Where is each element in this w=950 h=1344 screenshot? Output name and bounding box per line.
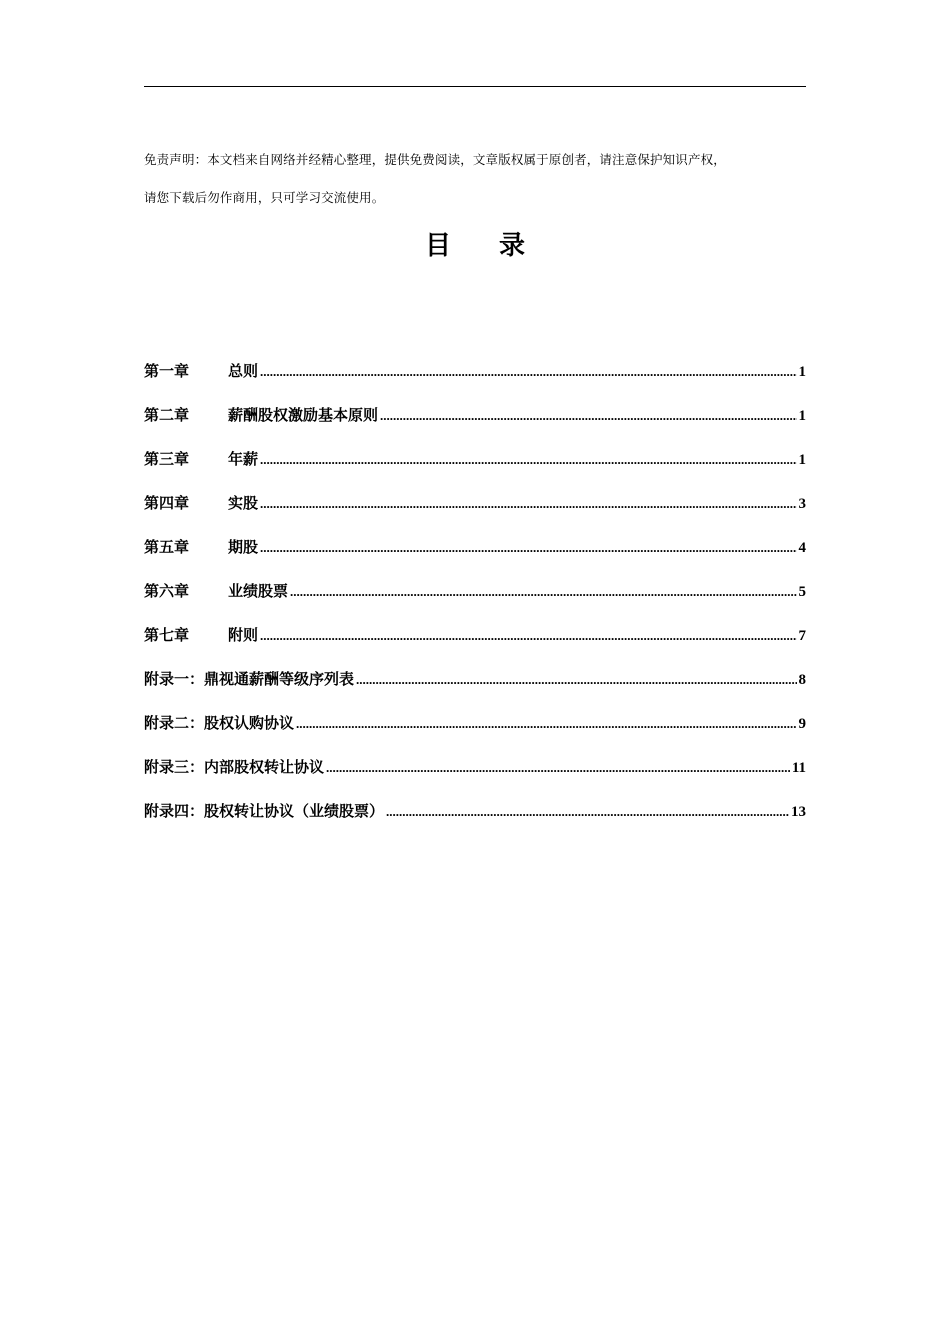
toc-dot-leader — [260, 360, 796, 384]
toc-entry-page: 13 — [791, 804, 806, 820]
toc-entry-11[interactable] — [144, 799, 806, 843]
toc-dot-leader — [260, 624, 796, 648]
toc-entry-number: 第七章 — [144, 626, 190, 644]
toc-entry-label: 股权转让协议（业绩股票） — [204, 802, 385, 820]
toc-entry-page: 3 — [798, 496, 806, 512]
toc-dot-leader — [380, 404, 796, 428]
toc-entry-number: 附录四： — [144, 802, 205, 820]
toc-entry-label: 期股 — [228, 538, 259, 556]
toc-entry-4[interactable] — [144, 491, 806, 535]
toc-entry-page: 9 — [798, 716, 806, 732]
table-of-contents — [144, 359, 806, 843]
toc-entry-number: 第二章 — [144, 406, 190, 424]
toc-dot-leader — [260, 492, 796, 516]
toc-dot-leader — [290, 580, 796, 604]
toc-entry-5[interactable] — [144, 535, 806, 579]
toc-entry-page: 4 — [798, 540, 806, 556]
toc-entry-page: 11 — [791, 760, 806, 776]
toc-entry-number: 第三章 — [144, 450, 190, 468]
toc-dot-leader — [326, 756, 790, 780]
toc-entry-8[interactable] — [144, 667, 806, 711]
toc-entry-number: 附录三： — [144, 758, 205, 776]
toc-entry-label: 总则 — [228, 362, 259, 380]
toc-entry-number: 第四章 — [144, 494, 190, 512]
toc-entry-label: 内部股权转让协议 — [204, 758, 325, 776]
toc-entry-page: 1 — [798, 452, 806, 468]
toc-dot-leader — [386, 800, 789, 824]
toc-entry-9[interactable] — [144, 711, 806, 755]
toc-entry-label: 年薪 — [228, 450, 259, 468]
header-rule — [144, 86, 806, 87]
toc-entry-label: 股权认购协议 — [204, 714, 295, 732]
toc-entry-page: 7 — [798, 628, 806, 644]
toc-dot-leader — [356, 668, 796, 692]
toc-entry-label: 实股 — [228, 494, 259, 512]
toc-entry-3[interactable] — [144, 447, 806, 491]
toc-entry-number: 附录二： — [144, 714, 205, 732]
toc-entry-7[interactable] — [144, 623, 806, 667]
toc-entry-page: 8 — [798, 672, 806, 688]
toc-entry-page: 1 — [798, 364, 806, 380]
toc-entry-1[interactable] — [144, 359, 806, 403]
toc-entry-number: 第五章 — [144, 538, 190, 556]
toc-title — [0, 228, 950, 264]
toc-entry-page: 5 — [798, 584, 806, 600]
toc-entry-label: 薪酬股权激励基本原则 — [228, 406, 379, 424]
toc-title-char-1: 目 — [424, 231, 451, 261]
toc-entry-label: 附则 — [228, 626, 259, 644]
toc-entry-page: 1 — [798, 408, 806, 424]
toc-entry-6[interactable] — [144, 579, 806, 623]
toc-entry-label: 业绩股票 — [228, 582, 289, 600]
toc-dot-leader — [296, 712, 796, 736]
toc-entry-number: 第一章 — [144, 362, 190, 380]
toc-entry-number: 第六章 — [144, 582, 190, 600]
disclaimer-line-1: 免责声明：本文档来自网络并经精心整理，提供免费阅读，文章版权属于原创者，请注意保护知识产权， — [144, 152, 726, 167]
toc-entry-10[interactable] — [144, 755, 806, 799]
toc-entry-label: 鼎视通薪酬等级序列表 — [204, 670, 355, 688]
toc-dot-leader — [260, 536, 796, 560]
toc-entry-number: 附录一： — [144, 670, 205, 688]
toc-title-char-2: 录 — [499, 231, 526, 261]
toc-entry-2[interactable] — [144, 403, 806, 447]
disclaimer-line-2: 请您下载后勿作商用，只可学习交流使用。 — [144, 190, 385, 205]
toc-dot-leader — [260, 448, 796, 472]
